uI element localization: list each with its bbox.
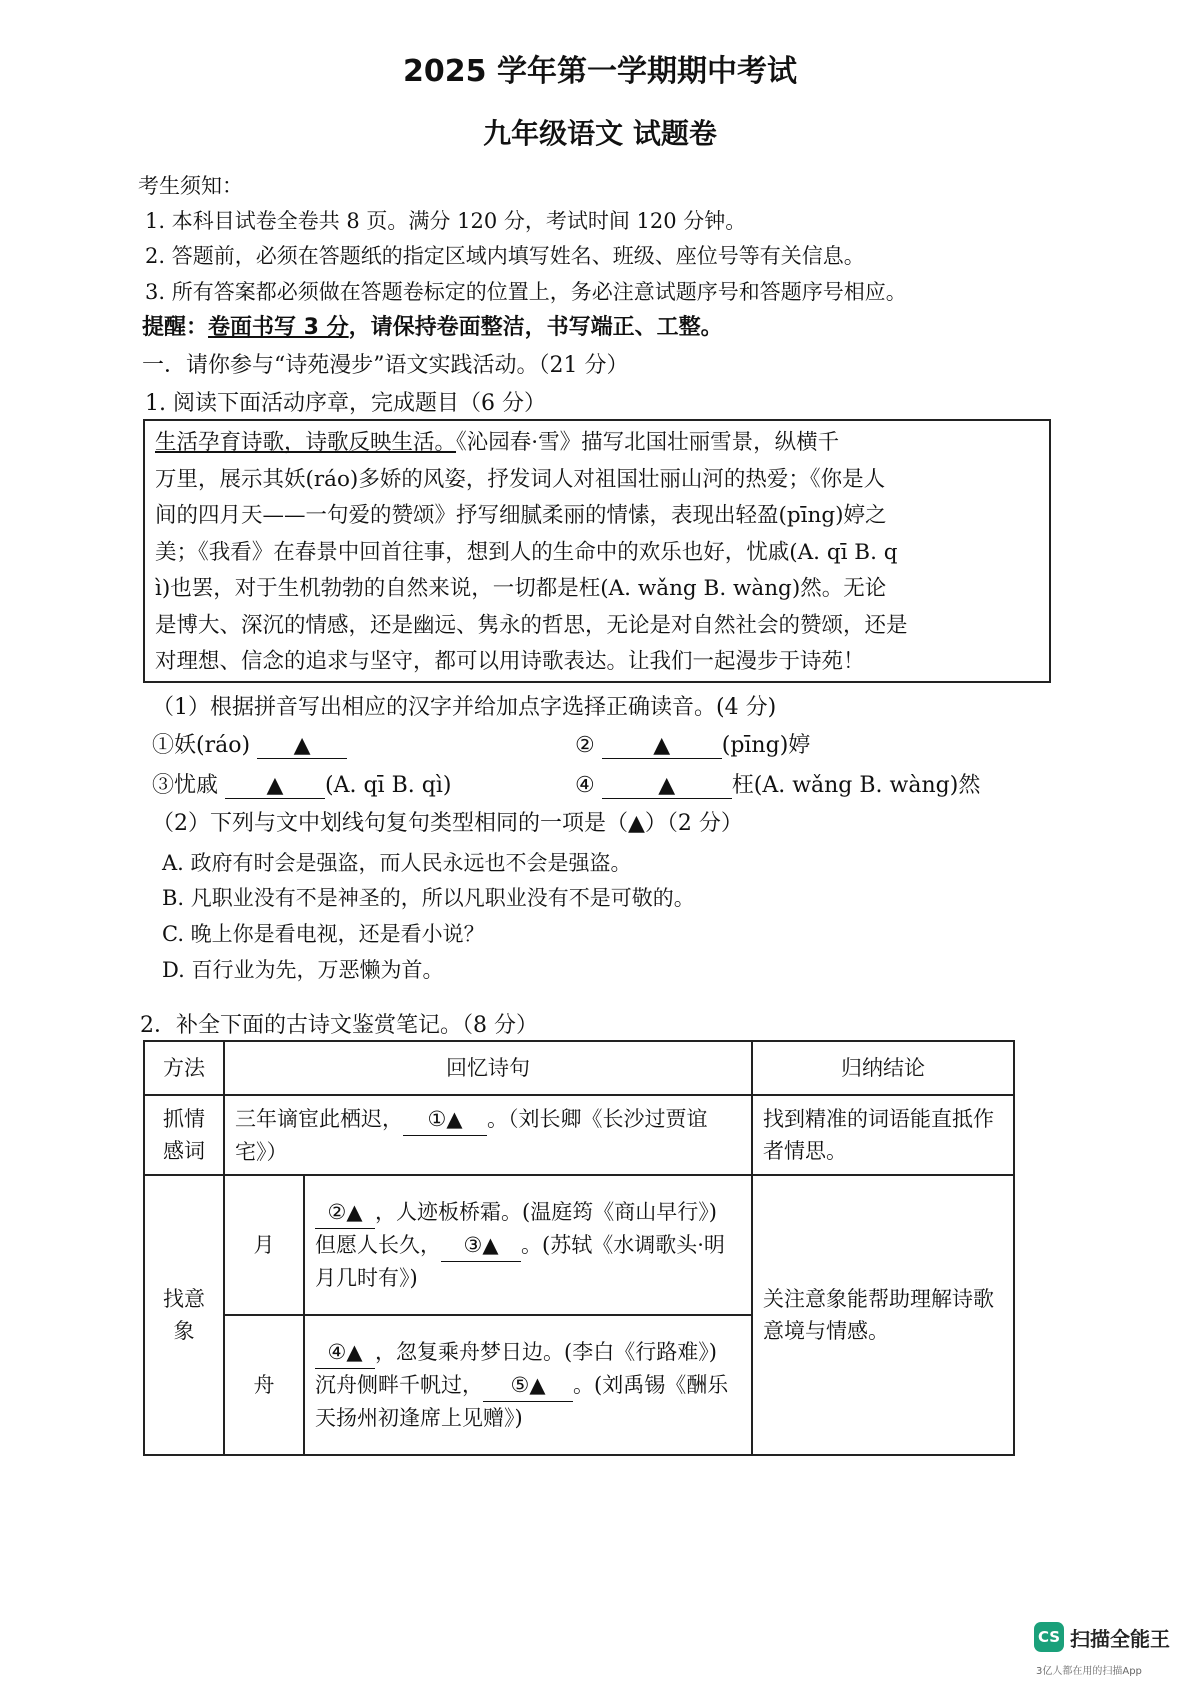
exam-subtitle: 九年级语文 试题卷 <box>483 117 717 150</box>
header-conclusion: 归纳结论 <box>752 1041 1014 1095</box>
notice-item: 2. 答题前，必须在答题纸的指定区域内填写姓名、班级、座位号等有关信息。 <box>145 244 865 268</box>
fill-suffix: 枉(A. wǎng B. wàng)然 <box>731 773 981 798</box>
exam-title: 2025 学年第一学期期中考试 <box>403 54 797 89</box>
passage-line: ì)也罢，对于生机勃勃的自然来说，一切都是枉(A. wǎng B. wàng)然。无论 <box>155 576 887 601</box>
fill-prefix: ③忧戚 <box>152 773 219 798</box>
table-header-row <box>144 1041 1014 1095</box>
appreciation-notes-table <box>143 1040 1015 1456</box>
fill-prefix: ④ <box>575 773 595 798</box>
question1-title: 1. 阅读下面活动序章，完成题目（6 分） <box>145 391 546 416</box>
passage-line: 万里，展示其妖(ráo)多娇的风姿，抒发词人对祖国壮丽山河的热爱；《你是人 <box>155 466 886 492</box>
conclusion-cell: 关注意象能帮助理解诗歌意境与情感。 <box>752 1175 1014 1455</box>
section1-title: 一．请你参与“诗苑漫步”语文实践活动。（21 分） <box>142 353 629 378</box>
verse-cell <box>304 1315 752 1455</box>
passage-line <box>155 425 1039 462</box>
answer-blank[interactable]: ▲ <box>225 773 325 799</box>
fill-suffix: (pīng)婷 <box>721 733 811 758</box>
image-moon-cell: 月 <box>224 1175 304 1315</box>
passage-line: 是博大、深沉的情感，还是幽远、隽永的哲思，无论是对自然社会的赞颂，还是 <box>155 612 908 638</box>
table-row <box>144 1095 1014 1175</box>
fill-suffix: (A. qī B. qì) <box>325 773 452 798</box>
verse-text: 沉舟侧畔千帆过， <box>315 1373 483 1397</box>
answer-blank[interactable]: ▲ <box>602 773 732 799</box>
verse-text: 三年谪宦此栖迟， <box>235 1106 403 1131</box>
answer-blank[interactable]: ①▲ <box>403 1103 487 1136</box>
verse-text: 但愿人长久， <box>315 1233 441 1257</box>
verse-text: ，人迹板桥霜。(温庭筠《商山早行》) <box>375 1200 717 1224</box>
answer-blank[interactable]: ⑤▲ <box>483 1369 573 1402</box>
fill-prefix: ② <box>575 733 595 758</box>
reading-passage <box>143 419 1051 683</box>
passage-line: 间的四月天——一句爱的赞颂》抒写细腻柔丽的情愫，表现出轻盈(pīng)婷之 <box>155 503 887 528</box>
verse-cell <box>304 1175 752 1315</box>
underlined-sentence: 生活孕育诗歌，诗歌反映生活。 <box>155 430 457 455</box>
conclusion-cell: 找到精准的词语能直抵作者情思。 <box>752 1095 1014 1175</box>
scanner-app-name: 扫描全能王 <box>1070 1626 1170 1651</box>
option-d: D. 百行业为先，万恶懒为首。 <box>162 958 444 982</box>
fill-item-1 <box>152 728 347 759</box>
camscanner-icon: CS <box>1034 1622 1064 1652</box>
reminder-label: 提醒： <box>142 315 209 340</box>
fill-prefix: ①妖(ráo) <box>152 733 251 758</box>
passage-line: 对理想、信念的追求与坚守，都可以用诗歌表达。让我们一起漫步于诗苑！ <box>155 649 865 674</box>
answer-blank[interactable]: ▲ <box>257 733 347 759</box>
fill-item-4 <box>575 768 980 799</box>
answer-blank[interactable]: ③▲ <box>441 1229 521 1262</box>
subquestion1-title: （1）根据拼音写出相应的汉字并给加点字选择正确读音。(4 分) <box>152 695 777 720</box>
reminder-underlined: 卷面书写 3 分 <box>208 315 349 340</box>
question2-title: 2．补全下面的古诗文鉴赏笔记。（8 分） <box>140 1013 538 1038</box>
table-row <box>144 1175 1014 1315</box>
option-a: A. 政府有时会是强盗，而人民永远也不会是强盗。 <box>162 851 632 875</box>
verse-text: 。（刘长卿《长沙过贾谊宅》） <box>235 1106 708 1164</box>
answer-blank[interactable]: ▲ <box>602 733 722 759</box>
verse-cell <box>224 1095 752 1175</box>
scanner-watermark <box>1034 1622 1170 1652</box>
subquestion2-text: （2）下列与文中划线句复句类型相同的一项是（ <box>152 811 628 836</box>
notice-item: 3. 所有答案都必须做在答题卷标定的位置上，务必注意试题序号和答题序号相应。 <box>145 280 907 304</box>
fill-item-3 <box>152 768 451 799</box>
scanner-tagline: 3亿人都在用的扫描App <box>1036 1666 1142 1677</box>
subquestion2-title <box>152 806 743 837</box>
answer-blank[interactable]: ②▲ <box>315 1196 375 1229</box>
method-cell: 找意象 <box>144 1175 224 1455</box>
notice-item: 1. 本科目试卷全卷共 8 页。满分 120 分，考试时间 120 分钟。 <box>145 209 747 233</box>
answer-blank[interactable]: ④▲ <box>315 1336 375 1369</box>
reminder <box>142 310 723 341</box>
option-c: C. 晚上你是看电视，还是看小说？ <box>162 922 485 946</box>
method-cell: 抓情感词 <box>144 1095 224 1175</box>
header-method: 方法 <box>144 1041 224 1095</box>
fill-item-2 <box>575 728 810 759</box>
reminder-rest: ，请保持卷面整洁，书写端正、工整。 <box>348 315 723 340</box>
option-b: B. 凡职业没有不是神圣的，所以凡职业没有不是可敬的。 <box>162 886 695 910</box>
verse-text: 。(刘禹锡《酬乐天扬州初逢席上见赠》) <box>315 1373 729 1430</box>
notice-heading: 考生须知： <box>138 174 243 198</box>
verse-text: ，忽复乘舟梦日边。(李白《行路难》) <box>375 1340 717 1364</box>
verse-text: 。(苏轼《水调歌头·明月几时有》) <box>315 1233 725 1290</box>
answer-blank[interactable]: ▲ <box>628 811 645 836</box>
subquestion2-score: ）（2 分） <box>644 811 743 836</box>
passage-text: 《沁园春·雪》描写北国壮丽雪景，纵横千 <box>456 430 840 455</box>
passage-line: 美；《我看》在春景中回首往事，想到人的生命中的欢乐也好，忧戚(A. qī B. q <box>155 539 898 565</box>
image-boat-cell: 舟 <box>224 1315 304 1455</box>
header-verse: 回忆诗句 <box>224 1041 752 1095</box>
